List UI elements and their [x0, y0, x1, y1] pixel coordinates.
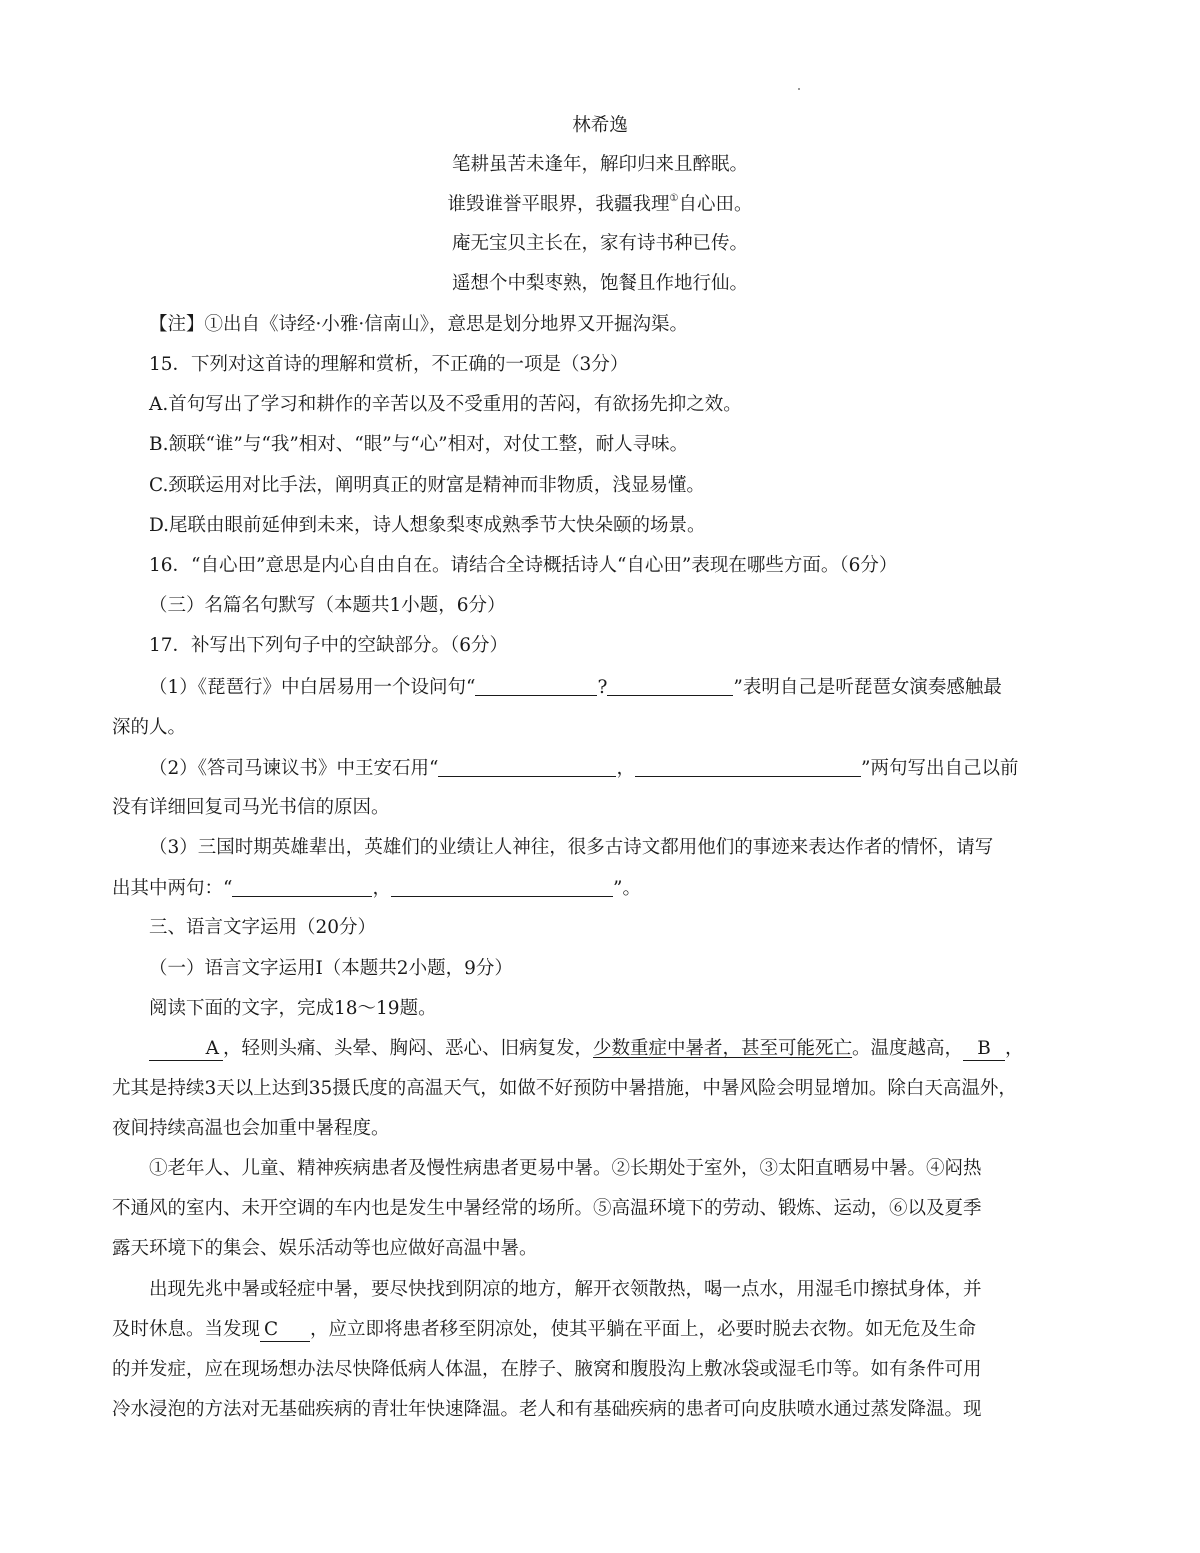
poem-line-2-b: 自心田。: [678, 194, 753, 215]
q17-item-1-text: （1）《琵琶行》中白居易用一个设问句“: [149, 677, 476, 698]
q17-item-3: （3）三国时期英雄辈出，英雄们的业绩让人神往，很多古诗文都用他们的事迹来表达作者的情怀，请写: [149, 837, 994, 858]
poem-line-3: 庵无宝贝主长在，家有诗书种已传。: [451, 233, 748, 254]
q17-item-1-tail: ”表明自己是听琵琶女演奏感触最: [733, 677, 1002, 698]
passage-p3-line-1: 出现先兆中暑或轻症中暑，要尽快找到阴凉的地方，解开衣领散热，喝一点水，用湿毛巾擦拭身体，并: [149, 1279, 982, 1300]
q15-option-b: B.颔联“谁”与“我”相对、“眼”与“心”相对，对仗工整，耐人寻味。: [149, 434, 689, 455]
q15-stem: 15．下列对这首诗的理解和赏析，不正确的一项是（3分）: [149, 354, 629, 375]
q15-option-c: C.颈联运用对比手法，阐明真正的财富是精神而非物质，浅显易懂。: [149, 475, 705, 496]
part3-subtitle: （一）语言文字运用Ⅰ（本题共2小题，9分）: [149, 958, 513, 979]
q17-item-2: [149, 756, 1018, 781]
answer-blank[interactable]: [635, 756, 861, 777]
passage-text: ，应立即将患者移至阴凉处，使其平躺在平面上，必要时脱去衣物。如无危及生命: [310, 1319, 977, 1340]
comma: ，: [372, 878, 391, 899]
poem-line-1: 笔耕虽苦未逢年，解印归来且醉眠。: [451, 154, 748, 175]
poem-line-2: [0, 193, 1200, 217]
part3-intro: 阅读下面的文字，完成18～19题。: [149, 998, 437, 1019]
underlined-sentence: 少数重症中暑者，甚至可能死亡: [593, 1038, 853, 1059]
answer-blank[interactable]: [475, 675, 597, 696]
passage-p3-line-3: 的并发症，应在现场想办法尽快降低病人体温，在脖子、腋窝和腹股沟上敷冰袋或湿毛巾等。如有条件可用: [112, 1359, 982, 1380]
poem-author: 林希逸: [572, 115, 628, 136]
q16-stem: 16．“自心田”意思是内心自由自在。请结合全诗概括诗人“自心田”表现在哪些方面。（6分）: [149, 555, 898, 576]
passage-p1-line-3: 夜间持续高温也会加重中暑程度。: [112, 1118, 390, 1139]
passage-p2-line-1: ①老年人、儿童、精神疾病患者及慢性病患者更易中暑。②长期处于室外，③太阳直晒易中暑。④闷热: [149, 1158, 982, 1179]
poem-line-2-a: 谁毁谁誉平眼界，我疆我理: [447, 194, 670, 215]
q15-option-d: D.尾联由眼前延伸到未来，诗人想象梨枣成熟季节大快朵颐的场景。: [149, 515, 706, 536]
passage-p3-line-2: [112, 1318, 976, 1342]
q17-item-3-cont: [112, 876, 641, 901]
q17-item-2-text: （2）《答司马谏议书》中王安石用“: [149, 758, 439, 779]
answer-blank[interactable]: [232, 876, 372, 897]
q17-item-2-cont: 没有详细回复司马光书信的原因。: [112, 797, 390, 818]
part3-title: 三、语言文字运用（20分）: [149, 917, 377, 938]
answer-blank[interactable]: [438, 756, 616, 777]
poem-note: 【注】①出自《诗经·小雅·信南山》，意思是划分地界又开掘沟渠。: [149, 314, 689, 335]
passage-p2-line-2: 不通风的室内、未开空调的车内也是发生中暑经常的场所。⑤高温环境下的劳动、锻炼、运动，⑥以及夏季: [112, 1198, 982, 1219]
blank-a[interactable]: A: [149, 1038, 223, 1061]
q17-stem: 17．补写出下列句子中的空缺部分。（6分）: [149, 635, 509, 656]
answer-blank[interactable]: [391, 876, 613, 897]
q15-option-a: A.首句写出了学习和耕作的辛苦以及不受重用的苦闷，有欲扬先抑之效。: [149, 394, 742, 415]
q17-item-1: [149, 675, 1002, 700]
passage-text: 。温度越高，: [852, 1038, 964, 1059]
poem-line-4: 遥想个中梨枣熟，饱餐且作地行仙。: [451, 273, 748, 294]
q17-item-2-tail: ”两句写出自己以前: [861, 758, 1019, 779]
passage-p1-line-1: [149, 1037, 1024, 1061]
passage-text: ，轻则头痛、头晕、胸闷、恶心、旧病复发，: [223, 1038, 594, 1059]
passage-text: 及时休息。当发现: [112, 1319, 261, 1340]
passage-p3-line-4: 冷水浸泡的方法对无基础疾病的青壮年快速降温。老人和有基础疾病的患者可向皮肤喷水通过蒸发降温。现: [112, 1399, 982, 1420]
question-mark: ?: [597, 677, 608, 698]
blank-c[interactable]: C: [260, 1319, 310, 1342]
comma: ，: [1005, 1038, 1024, 1059]
answer-blank[interactable]: [607, 675, 733, 696]
note-mark: ①: [669, 193, 679, 204]
q17-item-1-cont: 深的人。: [112, 717, 187, 738]
section-heading: （三）名篇名句默写（本题共1小题，6分）: [149, 595, 506, 616]
passage-p2-line-3: 露天环境下的集会、娱乐活动等也应做好高温中暑。: [112, 1238, 538, 1259]
comma: ，: [616, 758, 635, 779]
blank-b[interactable]: B: [963, 1038, 1005, 1061]
q17-item-3-text: 出其中两句：“: [112, 878, 233, 899]
passage-p1-line-2: 尤其是持续3天以上达到35摄氏度的高温天气，如做不好预防中暑措施，中暑风险会明显增加。除白天高温外，: [112, 1078, 1017, 1099]
q17-item-3-tail: ”。: [612, 878, 641, 899]
page-dot: [798, 88, 800, 90]
